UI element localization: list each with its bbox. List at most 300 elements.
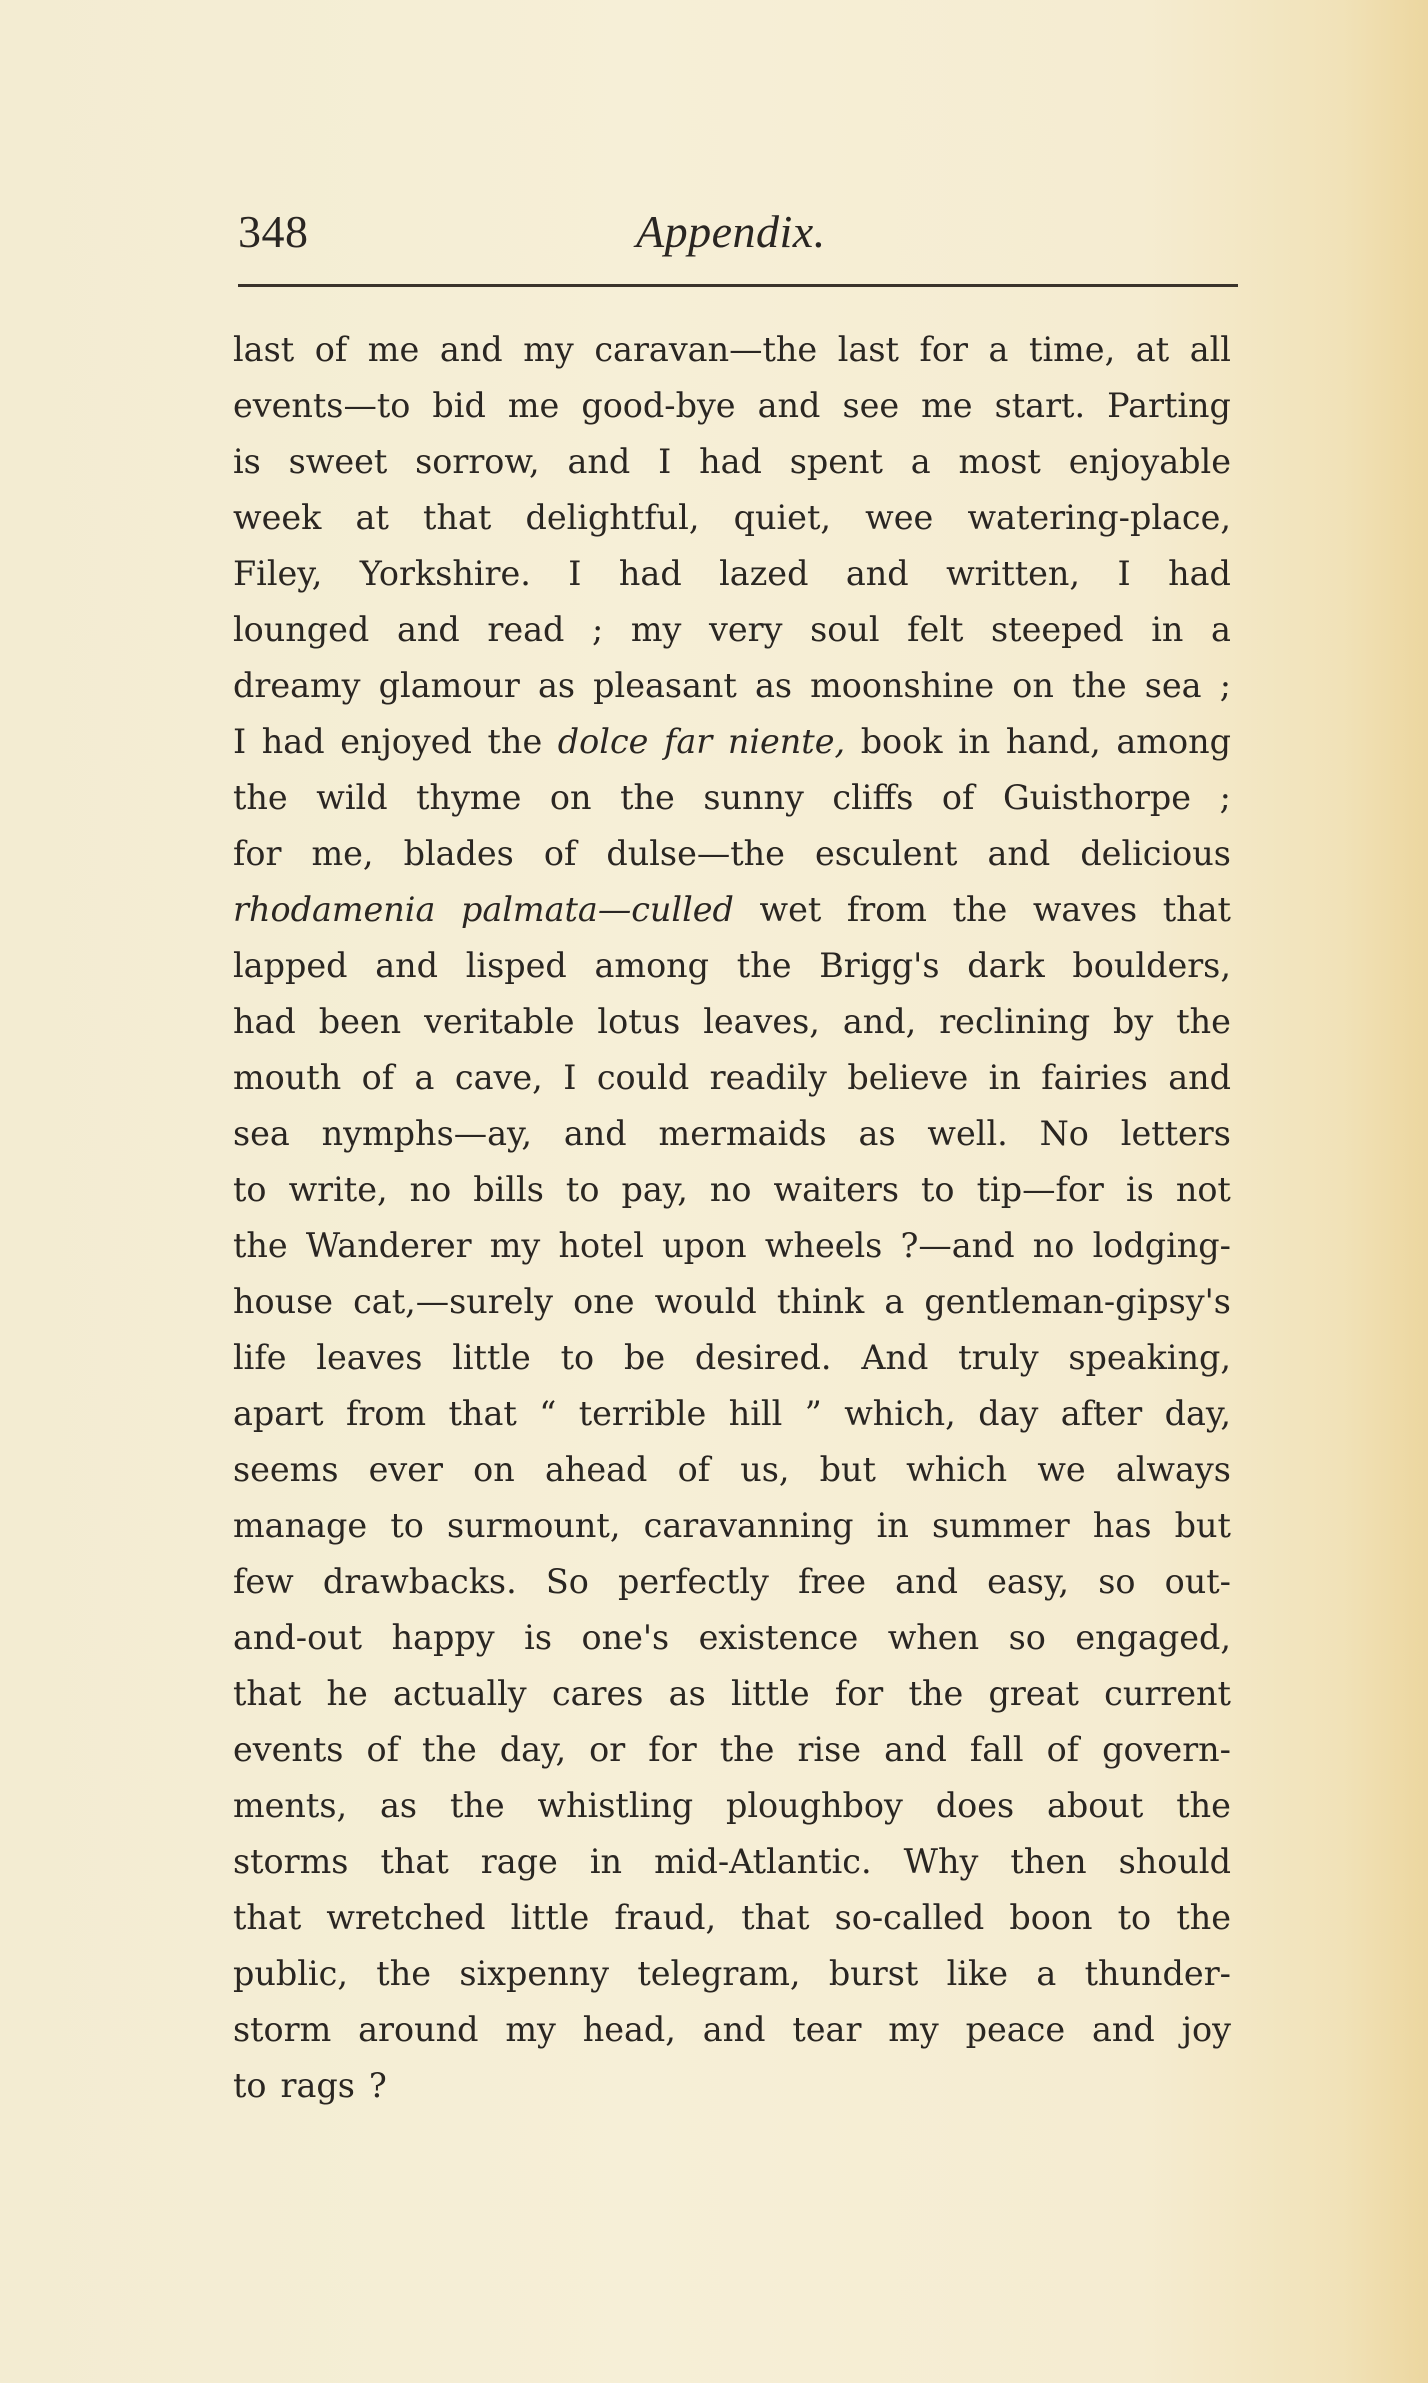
word: storm xyxy=(233,2010,332,2049)
word: see xyxy=(842,386,900,425)
word: glamour xyxy=(378,666,520,705)
word: sixpenny xyxy=(459,1954,609,1993)
word: think xyxy=(776,1282,865,1321)
word: be xyxy=(623,1338,666,1377)
word: rhodamenia xyxy=(233,890,436,929)
word: of xyxy=(1046,1730,1080,1769)
word: little xyxy=(510,1898,590,1937)
word: lisped xyxy=(465,946,567,985)
word: in xyxy=(589,1842,623,1881)
word: hand, xyxy=(1005,722,1101,761)
word: last xyxy=(837,330,899,369)
word: esculent xyxy=(814,834,958,873)
word: sea xyxy=(233,1114,290,1153)
word: as xyxy=(668,1674,706,1713)
word: day, xyxy=(499,1730,567,1769)
word: ” xyxy=(804,1394,822,1433)
word: I xyxy=(563,1058,577,1097)
word: govern- xyxy=(1102,1730,1231,1769)
word: cares xyxy=(551,1674,644,1713)
word: in xyxy=(1151,610,1184,649)
word: wretched xyxy=(326,1898,486,1937)
word: few xyxy=(233,1562,294,1601)
word: sorrow, xyxy=(415,442,540,481)
word: upon xyxy=(662,1226,747,1265)
word: the xyxy=(1071,666,1127,705)
word: among xyxy=(594,946,710,985)
text-line xyxy=(233,1442,1231,1498)
word: a xyxy=(1211,610,1231,649)
word: the xyxy=(1176,1786,1231,1825)
word: boon xyxy=(1009,1898,1093,1937)
word: waves xyxy=(1032,890,1138,929)
word: on xyxy=(1012,666,1054,705)
word: and xyxy=(987,834,1051,873)
word: that xyxy=(1162,890,1231,929)
word: the xyxy=(376,1954,431,1993)
word: whistling xyxy=(537,1786,694,1825)
text-line xyxy=(233,1050,1231,1106)
word: by xyxy=(1113,1002,1154,1041)
word: sweet xyxy=(288,442,388,481)
word: dreamy xyxy=(233,666,361,705)
text-line xyxy=(233,434,1231,490)
word: ; xyxy=(592,610,604,649)
word: of xyxy=(361,1058,395,1097)
text-line xyxy=(233,1946,1231,2002)
word: that xyxy=(233,1674,302,1713)
word: far xyxy=(664,722,713,761)
word: rise xyxy=(797,1730,862,1769)
word: wild xyxy=(316,778,388,817)
word: my xyxy=(523,330,574,369)
word: free xyxy=(798,1562,866,1601)
word: mermaids xyxy=(658,1114,827,1153)
word: last xyxy=(233,330,295,369)
word: tip—for xyxy=(976,1170,1104,1209)
word: which, xyxy=(844,1394,956,1433)
word: ahead xyxy=(544,1450,648,1489)
word: and, xyxy=(842,1002,917,1041)
word: that xyxy=(423,498,492,537)
word: and xyxy=(375,946,439,985)
word: Filey, xyxy=(233,554,323,593)
word: ?—and xyxy=(900,1226,1015,1265)
word: written, xyxy=(946,554,1081,593)
word: week xyxy=(233,498,322,537)
text-line xyxy=(233,1890,1231,1946)
text-line xyxy=(233,1722,1231,1778)
word: mouth xyxy=(233,1058,342,1097)
text-line xyxy=(233,1778,1231,1834)
word: I xyxy=(1117,554,1131,593)
word: cat,—surely xyxy=(353,1282,554,1321)
word: speaking, xyxy=(1068,1338,1231,1377)
word: to xyxy=(1117,1898,1152,1937)
word: no xyxy=(1032,1226,1075,1265)
word: the xyxy=(952,890,1008,929)
word: to xyxy=(560,1338,595,1377)
word: at xyxy=(355,498,389,537)
word: the xyxy=(736,946,792,985)
word: had xyxy=(699,442,762,481)
word: like xyxy=(946,1954,1008,1993)
word: had xyxy=(618,554,682,593)
word: Parting xyxy=(1107,386,1231,425)
word: my xyxy=(888,2010,939,2049)
word: book xyxy=(860,722,943,761)
word: a xyxy=(414,1058,435,1097)
word: one xyxy=(573,1282,635,1321)
text-line xyxy=(233,938,1231,994)
word: of xyxy=(677,1450,711,1489)
word: lazed xyxy=(719,554,809,593)
word: and xyxy=(884,1730,947,1769)
word: that xyxy=(233,1898,302,1937)
word: most xyxy=(958,442,1041,481)
word: thunder- xyxy=(1084,1954,1231,1993)
word: bid xyxy=(432,386,486,425)
word: surmount, xyxy=(447,1506,621,1545)
word: then xyxy=(1010,1842,1087,1881)
text-line xyxy=(233,546,1231,602)
word: wet xyxy=(759,890,822,929)
word: reclining xyxy=(939,1002,1091,1041)
word: No xyxy=(1039,1114,1089,1153)
word: about xyxy=(1047,1786,1144,1825)
word: among xyxy=(1116,722,1231,761)
word: for xyxy=(648,1730,697,1769)
word: to xyxy=(921,1170,955,1209)
word: drawbacks. xyxy=(322,1562,517,1601)
word: rage xyxy=(480,1842,558,1881)
word: events—to xyxy=(233,386,411,425)
word: so xyxy=(1008,1618,1046,1657)
word: for xyxy=(233,834,282,873)
word: caravan—the xyxy=(594,330,818,369)
word: pleasant xyxy=(593,666,737,705)
word: dolce xyxy=(557,722,649,761)
word: actually xyxy=(393,1674,527,1713)
word: existence xyxy=(698,1618,859,1657)
word: and xyxy=(895,1562,958,1601)
text-line xyxy=(233,1666,1231,1722)
word: one's xyxy=(581,1618,670,1657)
word: readily xyxy=(709,1058,827,1097)
word: watering-place, xyxy=(967,498,1231,537)
word: blades xyxy=(403,834,514,873)
word: he xyxy=(326,1674,368,1713)
word: when xyxy=(887,1618,980,1657)
word: great xyxy=(988,1674,1079,1713)
word: cave, xyxy=(454,1058,543,1097)
word: day, xyxy=(1164,1394,1231,1433)
text-line xyxy=(233,1274,1231,1330)
word: no xyxy=(409,1170,452,1209)
word: Why xyxy=(903,1842,979,1881)
word: and xyxy=(439,330,503,369)
text-line xyxy=(233,490,1231,546)
word: wheels xyxy=(764,1226,883,1265)
word: manage xyxy=(233,1506,368,1545)
word: so xyxy=(1098,1562,1136,1601)
word: had xyxy=(1168,554,1231,593)
word: a xyxy=(1036,1954,1057,1993)
word: out- xyxy=(1164,1562,1231,1601)
word: me xyxy=(921,386,973,425)
text-line xyxy=(233,714,1231,770)
word: enjoyed xyxy=(340,722,472,761)
word: the xyxy=(233,1226,288,1265)
word: start. xyxy=(994,386,1086,425)
word: perfectly xyxy=(618,1562,769,1601)
word: fairies xyxy=(1041,1058,1148,1097)
word: leaves xyxy=(316,1338,423,1377)
word: burst xyxy=(828,1954,919,1993)
word: soul xyxy=(810,610,880,649)
word: Guisthorpe xyxy=(1002,778,1192,817)
word: head, xyxy=(582,2010,676,2049)
text-line xyxy=(233,1834,1231,1890)
word: and xyxy=(396,610,460,649)
word: fall xyxy=(969,1730,1024,1769)
word: the xyxy=(1176,1002,1231,1041)
word: “ xyxy=(539,1394,557,1433)
word: no xyxy=(709,1170,752,1209)
word: easy, xyxy=(987,1562,1069,1601)
word: or xyxy=(589,1730,626,1769)
word: is xyxy=(524,1618,552,1657)
word: as xyxy=(858,1114,896,1153)
word: very xyxy=(709,610,783,649)
word: veritable xyxy=(424,1002,575,1041)
word: ever xyxy=(368,1450,443,1489)
word: all xyxy=(1189,330,1231,369)
word: ; xyxy=(1219,778,1231,817)
word: engaged, xyxy=(1075,1618,1231,1657)
word: delicious xyxy=(1080,834,1231,873)
word: to xyxy=(233,2066,267,2105)
word: Yorkshire. xyxy=(359,554,531,593)
word: leaves, xyxy=(703,1002,820,1041)
word: peace xyxy=(965,2010,1066,2049)
text-line xyxy=(233,1386,1231,1442)
text-line xyxy=(233,994,1231,1050)
text-line xyxy=(233,2002,1231,2058)
text-line xyxy=(233,378,1231,434)
word: little xyxy=(730,1674,810,1713)
word: and xyxy=(1168,1058,1231,1097)
word: is xyxy=(233,442,261,481)
word: of xyxy=(543,834,577,873)
word: and xyxy=(757,386,821,425)
word: hotel xyxy=(558,1226,644,1265)
word: little xyxy=(452,1338,531,1377)
word: life xyxy=(233,1338,287,1377)
word: quiet, xyxy=(733,498,831,537)
word: storms xyxy=(233,1842,349,1881)
word: ? xyxy=(368,2066,387,2105)
word: my xyxy=(630,610,682,649)
word: lotus xyxy=(597,1002,681,1041)
word: delightful, xyxy=(525,498,700,537)
word: day xyxy=(978,1394,1039,1433)
word: the xyxy=(422,1730,477,1769)
word: waiters xyxy=(773,1170,899,1209)
word: but xyxy=(1174,1506,1231,1545)
word: that xyxy=(380,1842,449,1881)
word: the xyxy=(487,722,543,761)
word: house xyxy=(233,1282,334,1321)
text-line xyxy=(233,1610,1231,1666)
word: my xyxy=(505,2010,556,2049)
word: apart xyxy=(233,1394,324,1433)
text-line xyxy=(233,1162,1231,1218)
word: and xyxy=(702,2010,766,2049)
word: Wanderer xyxy=(305,1226,472,1265)
word: as xyxy=(537,666,576,705)
word: dark xyxy=(967,946,1045,985)
word: had xyxy=(233,1002,296,1041)
word: the xyxy=(449,1786,505,1825)
text-line xyxy=(233,322,1231,378)
word: moonshine xyxy=(810,666,995,705)
word: palmata—culled xyxy=(460,890,734,929)
word: niente, xyxy=(727,722,846,761)
word: good-bye xyxy=(581,386,736,425)
word: current xyxy=(1104,1674,1231,1713)
word: telegram, xyxy=(637,1954,801,1993)
word: the xyxy=(719,1730,775,1769)
word: enjoyable xyxy=(1068,442,1231,481)
word: mid-Atlantic. xyxy=(654,1842,872,1881)
word: bills xyxy=(473,1170,544,1209)
word: has xyxy=(1092,1506,1152,1545)
word: for xyxy=(834,1674,884,1713)
word: for xyxy=(919,330,968,369)
word: in xyxy=(876,1506,909,1545)
word: lounged xyxy=(233,610,370,649)
word: a xyxy=(884,1282,905,1321)
word: which xyxy=(906,1450,1008,1489)
word: not xyxy=(1175,1170,1231,1209)
word: summer xyxy=(932,1506,1070,1545)
word: spent xyxy=(789,442,883,481)
word: ; xyxy=(1219,666,1231,705)
word: as xyxy=(754,666,793,705)
text-line xyxy=(233,1554,1231,1610)
word: dulse—the xyxy=(606,834,785,873)
word: read xyxy=(487,610,565,649)
word: a xyxy=(988,330,1009,369)
page-number: 348 xyxy=(238,206,309,257)
word: tear xyxy=(792,2010,862,2049)
word: the xyxy=(233,778,288,817)
word: and xyxy=(1092,2010,1155,2049)
word: my xyxy=(489,1226,541,1265)
word: Brigg's xyxy=(819,946,940,985)
word: terrible xyxy=(578,1394,707,1433)
word: would xyxy=(654,1282,757,1321)
word: at xyxy=(1135,330,1170,369)
word: lapped xyxy=(233,946,348,985)
word: happy xyxy=(391,1618,495,1657)
text-line xyxy=(233,826,1231,882)
word: ploughboy xyxy=(725,1786,903,1825)
word: boulders, xyxy=(1072,946,1231,985)
word: sea xyxy=(1144,666,1202,705)
word: I xyxy=(233,722,247,761)
word: time, xyxy=(1029,330,1116,369)
word: and xyxy=(567,442,631,481)
word: and xyxy=(845,554,909,593)
word: me xyxy=(507,386,560,425)
word: in xyxy=(988,1058,1021,1097)
word: lodging- xyxy=(1092,1226,1231,1265)
word: desired. xyxy=(694,1338,832,1377)
word: well. xyxy=(927,1114,1008,1153)
word: on xyxy=(549,778,592,817)
word: in xyxy=(958,722,991,761)
text-line xyxy=(233,770,1231,826)
word: always xyxy=(1115,1450,1231,1489)
word: to xyxy=(233,1170,267,1209)
word: as xyxy=(380,1786,418,1825)
word: should xyxy=(1118,1842,1231,1881)
word: ments, xyxy=(233,1786,348,1825)
word: after xyxy=(1060,1394,1143,1433)
word: of xyxy=(941,778,975,817)
word: caravanning xyxy=(643,1506,854,1545)
text-line xyxy=(233,1498,1231,1554)
word: that xyxy=(448,1394,517,1433)
word: of xyxy=(366,1730,399,1769)
word: letters xyxy=(1120,1114,1231,1153)
header-rule xyxy=(238,284,1238,287)
word: and xyxy=(563,1114,627,1153)
word: public, xyxy=(233,1954,348,1993)
word: thyme xyxy=(416,778,522,817)
word: we xyxy=(1037,1450,1086,1489)
word: the xyxy=(908,1674,964,1713)
word: but xyxy=(819,1450,876,1489)
word: a xyxy=(910,442,931,481)
text-line xyxy=(233,882,1231,938)
running-head: Appendix. xyxy=(636,206,826,257)
word: around xyxy=(358,2010,479,2049)
word: fraud, xyxy=(614,1898,717,1937)
word: events xyxy=(233,1730,344,1769)
text-line xyxy=(233,602,1231,658)
word: of xyxy=(314,330,348,369)
word: been xyxy=(318,1002,402,1041)
word: us, xyxy=(740,1450,790,1489)
word: that xyxy=(741,1898,810,1937)
text-line xyxy=(233,2058,1231,2114)
word: gentleman-gipsy's xyxy=(924,1282,1231,1321)
word: truly xyxy=(958,1338,1039,1377)
word: on xyxy=(473,1450,515,1489)
word: steeped xyxy=(991,610,1124,649)
text-line xyxy=(233,1330,1231,1386)
body-text xyxy=(233,322,1231,2114)
word: does xyxy=(935,1786,1015,1825)
word: I xyxy=(568,554,582,593)
word: the xyxy=(1176,1898,1231,1937)
word: so-called xyxy=(834,1898,985,1937)
word: had xyxy=(261,722,325,761)
word: the xyxy=(620,778,675,817)
